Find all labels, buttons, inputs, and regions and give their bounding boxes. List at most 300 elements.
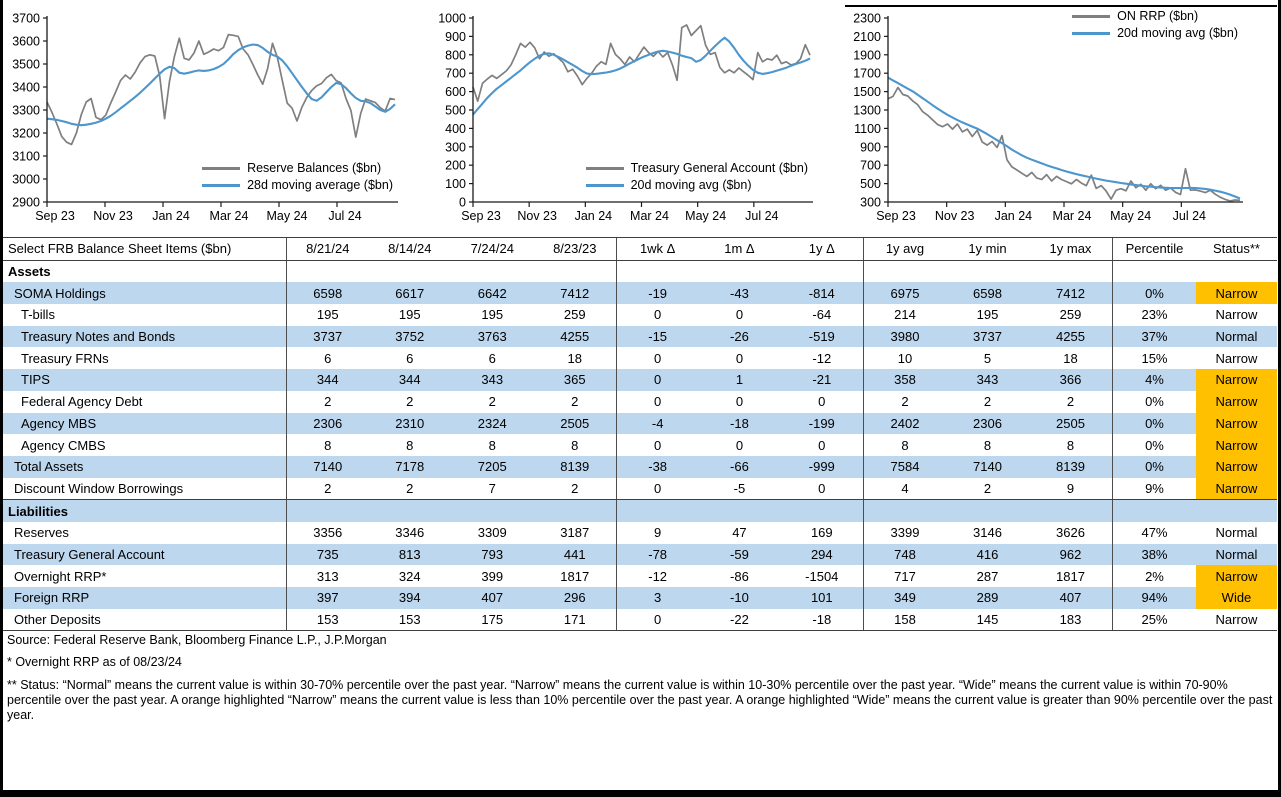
y-tick-label: 1500 [853,85,881,100]
status-cell: Narrow [1196,282,1277,304]
table-row [3,565,1277,587]
legend-line-swatch [202,167,240,170]
y-tick-label: 100 [445,177,466,192]
row-label: Treasury General Account [14,546,165,562]
table-row [3,544,1277,566]
percentile-cell: 94% [1112,587,1196,609]
value-cell: 6598 [973,285,1002,301]
chart-legend [586,161,808,192]
status-cell: Narrow [1196,369,1277,391]
x-tick-label: Mar 24 [630,209,669,223]
value-cell: 735 [286,544,369,566]
x-tick-label: May 24 [685,209,727,223]
value-cell: -38 [616,456,698,478]
table-row [3,478,1277,500]
value-cell: 2 [571,394,579,410]
value-cell: 145 [976,612,999,628]
status-cell: Normal [1215,329,1258,345]
series-line-1 [47,45,395,126]
row-label: Reserves [14,525,69,541]
chart-treasury-general-account [431,4,844,234]
value-cell: 0 [735,394,744,410]
value-cell: 344 [398,372,421,388]
legend-label: 28d moving average ($bn) [247,178,393,192]
value-cell: 0 [818,480,826,496]
footnotes [7,633,1273,730]
value-cell [369,261,452,283]
x-tick-label: Nov 23 [934,209,975,223]
column-header: 1y avg [863,238,946,260]
value-cell: 2324 [477,415,507,431]
legend-item [202,178,393,192]
value-cell: 6598 [286,282,369,304]
value-cell: 793 [481,546,504,562]
legend-line-swatch [1072,15,1110,18]
value-cell: 2306 [286,413,369,435]
value-cell: 399 [481,568,504,584]
value-cell: -15 [616,326,698,348]
value-cell: -519 [808,329,835,345]
legend-item [1072,26,1238,40]
y-tick-label: 1300 [853,103,881,118]
value-cell: -814 [808,285,835,301]
x-tick-label: Jan 24 [994,209,1033,223]
chart-legend [1072,9,1238,40]
x-tick-label: Jul 24 [745,209,779,223]
column-header: Status** [1212,241,1260,257]
balance-sheet-table [3,237,1277,631]
column-header: 8/23/23 [553,241,597,257]
series-line-0 [473,25,810,101]
percentile-cell: 37% [1112,326,1196,348]
value-cell: 3 [616,587,698,609]
value-cell: 0 [818,394,826,410]
value-cell: 0 [735,350,744,366]
value-cell [698,261,780,283]
column-header: Percentile [1112,238,1196,260]
value-cell: -59 [730,546,749,562]
value-cell [863,500,946,522]
value-cell: 10 [863,347,946,369]
value-cell: 343 [976,372,999,388]
series-line-0 [888,88,1240,201]
value-cell: -10 [730,590,749,606]
value-cell: 3346 [395,525,425,541]
value-cell: 3752 [395,329,425,345]
row-label: Assets [8,264,51,280]
percentile-cell: 15% [1112,347,1196,369]
value-cell: 7412 [560,285,590,301]
value-cell [946,261,1029,283]
percentile-cell: 2% [1112,565,1196,587]
value-cell: -5 [733,480,746,496]
value-cell: 2 [863,391,946,413]
chart-canvas [5,4,429,234]
value-cell: -66 [730,459,749,475]
value-cell: 394 [398,590,421,606]
value-cell: 358 [863,369,946,391]
value-cell: 3309 [477,525,507,541]
status-cell: Narrow [1196,478,1277,500]
value-cell: -1504 [805,568,839,584]
value-cell: 748 [863,544,946,566]
value-cell: 6642 [477,285,507,301]
value-cell: 344 [286,369,369,391]
x-tick-label: Nov 23 [93,209,133,223]
percentile-cell: 0% [1112,434,1196,456]
value-cell: 0 [616,478,698,500]
row-label: Federal Agency Debt [21,394,143,410]
value-cell [369,500,452,522]
y-tick-label: 3300 [12,103,40,118]
legend-label: 20d moving avg ($bn) [1117,26,1238,40]
y-tick-label: 2100 [853,29,881,44]
status-cell [1196,261,1277,283]
legend-item [1072,9,1238,23]
value-cell [451,500,534,522]
percentile-cell: 23% [1112,304,1196,326]
table-row [3,304,1277,326]
y-tick-label: 1100 [854,121,881,136]
value-cell [286,261,369,283]
value-cell: 962 [1059,546,1082,562]
status-cell: Narrow [1215,307,1258,323]
value-cell: 2 [983,480,992,496]
value-cell: 18 [1063,350,1078,366]
x-tick-label: May 24 [266,209,308,223]
source-note: Source: Federal Reserve Bank, Bloomberg Finance L.P., J.P.Morgan [7,633,387,647]
x-tick-label: Sep 23 [35,209,75,223]
table-row [3,434,1277,456]
footnote-overnight-rrp: * Overnight RRP as of 08/23/24 [7,655,182,670]
column-header: 8/14/24 [388,241,432,257]
value-cell: -21 [812,372,832,388]
column-header: 1wk Δ [616,238,698,260]
table-row [3,347,1277,369]
row-label: Discount Window Borrowings [14,480,184,496]
column-header: 1y Δ [808,241,835,257]
status-cell: Narrow [1215,350,1258,366]
value-cell: 0 [818,437,826,453]
value-cell: -19 [616,282,698,304]
value-cell: 4 [863,478,946,500]
x-tick-label: Jan 24 [574,209,613,223]
value-cell: 3980 [863,326,946,348]
x-tick-label: Sep 23 [461,209,501,223]
y-tick-label: 0 [459,195,466,210]
value-cell: 366 [1059,372,1082,388]
value-cell: 195 [976,307,999,323]
chart-legend [202,161,393,192]
y-tick-label: 900 [445,29,466,44]
value-cell: -78 [616,544,698,566]
value-cell: 0 [616,347,698,369]
percentile-cell: 38% [1112,544,1196,566]
value-cell: 2402 [863,413,946,435]
value-cell [863,261,946,283]
value-cell: 3763 [477,329,507,345]
percentile-cell: 9% [1112,478,1196,500]
value-cell: 8 [488,437,496,453]
table-row [3,282,1277,304]
value-cell: 8 [1066,437,1075,453]
value-cell: 8 [983,437,992,453]
value-cell: 7140 [286,456,369,478]
legend-label: Treasury General Account ($bn) [630,161,808,175]
x-tick-label: Jan 24 [152,209,190,223]
row-label: Overnight RRP* [14,568,107,584]
value-cell: 296 [563,590,586,606]
value-cell: 441 [563,546,586,562]
value-cell: 2 [983,394,992,410]
value-cell: -18 [812,612,832,628]
y-tick-label: 1900 [853,48,881,63]
value-cell: 47 [732,525,747,541]
legend-label: 20d moving avg ($bn) [630,178,752,192]
value-cell: 3146 [973,525,1002,541]
footnote-status: ** Status: “Normal” means the current value is within 30-70% percentile over the past year. “Narrow” means the current value is within 10-30% percentile over the past year. “Wide” means the current value is within 70-90% percentile over the past year. A orange highlighted “Narrow” means the current value is less than 10% percentile over the past year. A orange highlighted “Wide” means the current value is greater than 90% percentile over the past year. [7,677,1273,722]
status-cell: Narrow [1196,391,1277,413]
value-cell: -12 [812,350,832,366]
value-cell: 289 [976,590,999,606]
value-cell: 0 [616,391,698,413]
legend-item [202,161,393,175]
value-cell [451,261,534,283]
value-cell: 0 [616,369,698,391]
y-tick-label: 1000 [438,11,466,26]
value-cell: 153 [398,612,421,628]
status-cell: Narrow [1215,612,1258,628]
value-cell: 2310 [395,415,425,431]
percentile-cell: 25% [1112,609,1196,631]
status-cell: Narrow [1196,413,1277,435]
status-cell: Narrow [1196,565,1277,587]
percentile-cell: 0% [1112,391,1196,413]
row-label: T-bills [21,307,55,323]
value-cell: 195 [398,307,421,323]
percentile-cell: 0% [1112,282,1196,304]
value-cell: 2 [488,394,496,410]
legend-item [586,178,808,192]
value-cell: -999 [808,459,835,475]
column-header: 1m Δ [724,241,755,257]
value-cell: 6617 [395,285,425,301]
value-cell: -4 [616,413,698,435]
x-tick-label: May 24 [1110,209,1152,223]
value-cell: 195 [481,307,504,323]
value-cell: -86 [730,568,749,584]
legend-line-swatch [202,184,240,187]
value-cell: -199 [808,415,835,431]
value-cell: 195 [286,304,369,326]
series-line-0 [47,35,395,145]
value-cell: 7412 [1056,285,1085,301]
table-row [3,456,1277,478]
y-tick-label: 3700 [12,11,40,26]
value-cell: 101 [810,590,833,606]
value-cell [698,500,780,522]
charts-row [3,4,1278,234]
value-cell: 3356 [286,522,369,544]
value-cell [616,500,698,522]
value-cell: 0 [735,437,744,453]
value-cell: -18 [730,415,749,431]
value-cell: 18 [567,350,582,366]
y-tick-label: 3400 [12,80,40,95]
percentile-cell: 4% [1112,369,1196,391]
row-label: SOMA Holdings [14,285,106,301]
status-cell: Normal [1215,546,1258,562]
status-cell [1196,500,1277,522]
table-row [3,522,1277,544]
y-tick-label: 300 [445,140,466,155]
value-cell: 9 [616,522,698,544]
value-cell: -26 [730,329,749,345]
legend-line-swatch [586,167,624,170]
row-label: TIPS [21,372,50,388]
y-tick-label: 2900 [12,195,40,210]
value-cell: 287 [976,568,999,584]
value-cell: 2 [406,394,414,410]
value-cell: 4255 [560,329,590,345]
value-cell: 416 [976,546,999,562]
value-cell: 8 [406,437,414,453]
value-cell: 2505 [1056,415,1085,431]
value-cell: 343 [481,372,504,388]
value-cell: -43 [730,285,749,301]
value-cell: 2 [571,480,579,496]
value-cell: 214 [863,304,946,326]
value-cell: 2 [1066,394,1075,410]
legend-item [586,161,808,175]
value-cell: 8 [286,434,369,456]
row-label: Total Assets [14,459,84,475]
x-tick-label: Jul 24 [1172,209,1207,223]
value-cell: 6 [406,350,414,366]
value-cell [946,500,1029,522]
legend-line-swatch [586,184,624,187]
value-cell: 717 [863,565,946,587]
value-cell: 259 [563,307,586,323]
value-cell: 158 [863,609,946,631]
x-tick-label: Mar 24 [209,209,249,223]
value-cell: 4255 [1056,329,1085,345]
value-cell: 169 [810,525,833,541]
value-cell: 8139 [560,459,590,475]
column-header: 1y min [968,241,1007,257]
x-tick-label: Mar 24 [1052,209,1092,223]
table-row [3,391,1277,413]
legend-line-swatch [1072,32,1110,35]
y-tick-label: 3200 [12,126,40,141]
y-tick-label: 500 [860,177,881,192]
value-cell [1029,500,1112,522]
value-cell: 3737 [973,329,1002,345]
value-cell [534,500,617,522]
value-cell: 6975 [863,282,946,304]
row-label: Treasury Notes and Bonds [21,329,176,345]
value-cell: 294 [810,546,833,562]
value-cell: 365 [563,372,586,388]
value-cell: 5 [983,350,992,366]
value-cell: 7584 [863,456,946,478]
y-tick-label: 800 [445,48,466,63]
value-cell [534,261,617,283]
value-cell: 8 [571,437,579,453]
table-title: Select FRB Balance Sheet Items ($bn) [8,241,232,257]
column-header: 7/24/24 [470,241,514,257]
value-cell [781,261,863,283]
x-tick-label: Sep 23 [876,209,916,223]
y-tick-label: 700 [860,158,881,173]
table-header-row [3,238,1277,261]
value-cell: 175 [481,612,504,628]
value-cell: 407 [481,590,504,606]
value-cell: -12 [616,565,698,587]
value-cell: 183 [1059,612,1082,628]
value-cell: 6 [286,347,369,369]
value-cell: 3399 [863,522,946,544]
value-cell: 2 [286,391,369,413]
y-tick-label: 3100 [12,149,40,164]
status-cell: Normal [1215,525,1258,541]
value-cell: 1817 [560,568,590,584]
percentile-cell: 0% [1112,413,1196,435]
value-cell: 7140 [973,459,1002,475]
row-label: Other Deposits [14,612,101,628]
value-cell [1029,261,1112,283]
y-tick-label: 1700 [853,66,881,81]
y-tick-label: 900 [860,140,881,155]
value-cell: 8 [863,434,946,456]
row-label: Liabilities [8,503,68,519]
value-cell: 3626 [1056,525,1085,541]
value-cell: 1 [735,372,744,388]
section-row [3,261,1277,283]
value-cell: 7 [488,480,496,496]
value-cell: 0 [616,434,698,456]
value-cell: -64 [812,307,832,323]
value-cell: 313 [286,565,369,587]
chart-canvas [431,4,844,234]
table-row [3,587,1277,609]
value-cell: -22 [730,612,749,628]
figure-page [3,0,1278,790]
value-cell: 153 [286,609,369,631]
value-cell: 2306 [973,415,1002,431]
column-header: 8/21/24 [286,238,369,260]
y-tick-label: 400 [445,121,466,136]
y-tick-label: 3600 [12,34,40,49]
value-cell: 259 [1059,307,1082,323]
value-cell: 2505 [560,415,590,431]
column-header: 1y max [1049,241,1092,257]
row-label: Agency MBS [21,415,97,431]
row-label: Agency CMBS [21,437,106,453]
y-tick-label: 3500 [12,57,40,72]
percentile-cell [1112,500,1196,522]
x-tick-label: Nov 23 [517,209,557,223]
value-cell: 171 [563,612,586,628]
y-tick-label: 300 [860,195,881,210]
value-cell: 3187 [560,525,590,541]
value-cell [286,500,369,522]
chart-reserve-balances [5,4,429,234]
value-cell: 324 [398,568,421,584]
value-cell: 813 [398,546,421,562]
status-cell: Narrow [1196,434,1277,456]
table-row [3,326,1277,348]
